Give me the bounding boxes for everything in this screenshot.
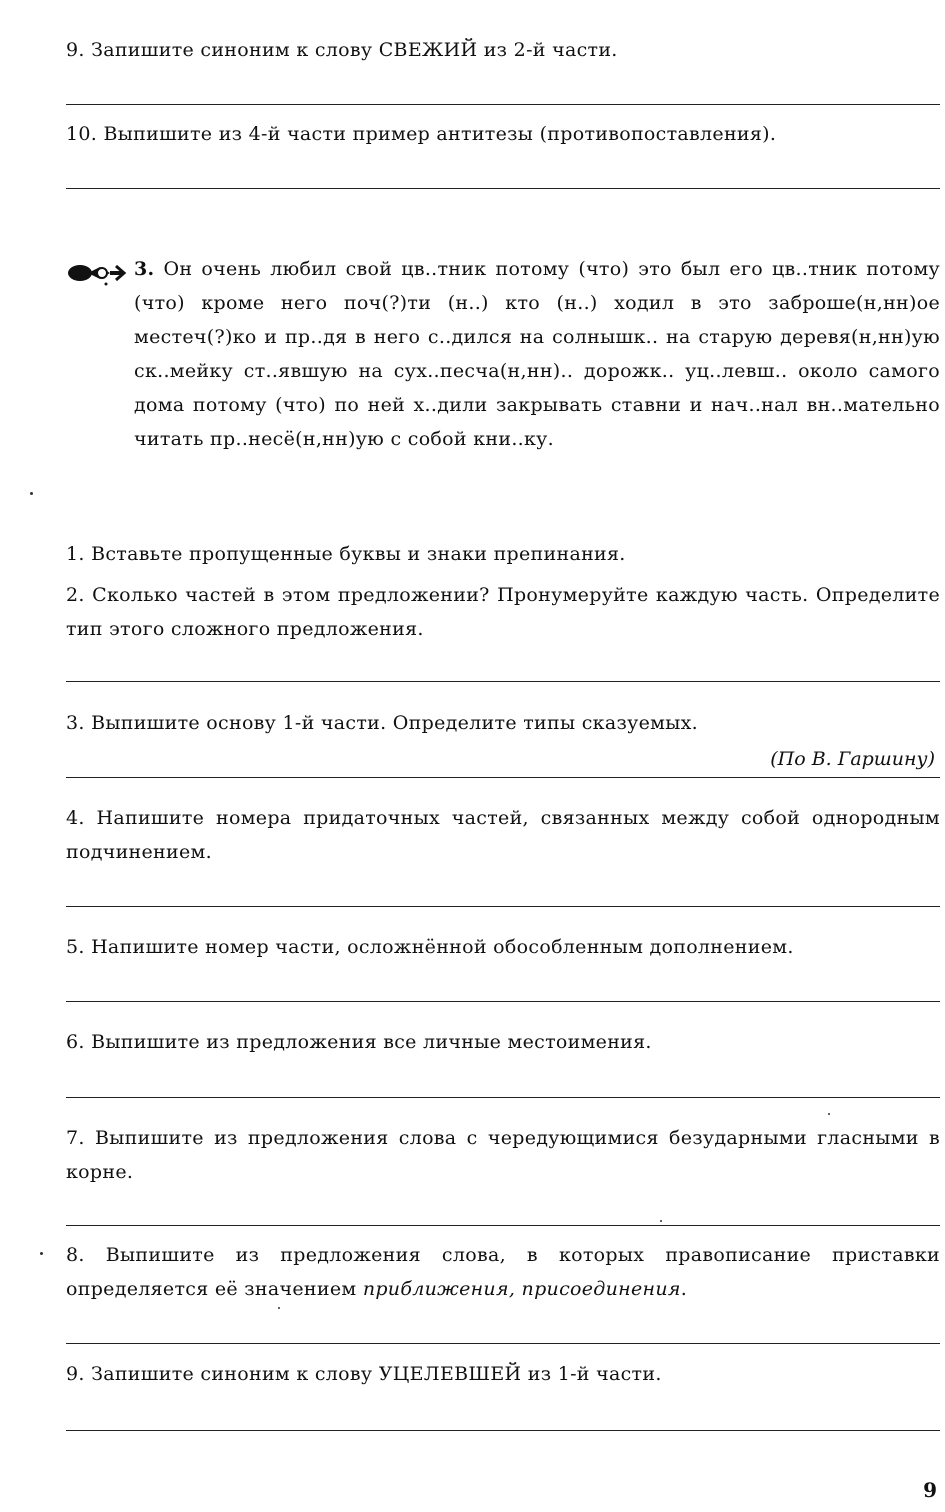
scan-speck xyxy=(660,1220,662,1222)
task-9: 9. Запишите синоним к слову УЦЕЛЕВШЕЙ из 1-й части. xyxy=(66,1363,662,1385)
scan-speck xyxy=(30,492,33,495)
task-5: 5. Напишите номер части, осложнённой обособленным дополнением. xyxy=(66,936,794,958)
answer-line[interactable] xyxy=(66,1097,940,1098)
source-attribution: (По В. Гаршину) xyxy=(770,748,935,770)
answer-line[interactable] xyxy=(66,777,940,778)
exercise-sentence: Он очень любил свой цв..тник потому (что) это был его цв..тник потому (что) кроме него поч(?)ти (н..) кто (н..) ходил в это заброше(н,нн)ое местеч(?)ко и пр..дя в него с..дился на солнышк.. на старую деревя(н,нн)ую ск..мейку ст..явшую на сух..пеcча(н,нн).. дорожк.. уц..левш.. около самого дома потому (что) по ней х..дили закрывать ставни и нач..нал вн..мательно читать пр..несё(н,нн)ую с собой кни..ку. xyxy=(134,258,941,450)
page-number: 9 xyxy=(923,1478,937,1502)
answer-line[interactable] xyxy=(66,188,940,189)
exercise-number: 3. xyxy=(134,258,155,280)
task-1: 1. Вставьте пропущенные буквы и знаки препинания. xyxy=(66,543,626,565)
question-10-top: 10. Выпишите из 4-й части пример антитезы (противопоставления). xyxy=(66,123,777,145)
answer-line[interactable] xyxy=(66,1001,940,1002)
task-8 xyxy=(66,1238,940,1306)
answer-line[interactable] xyxy=(66,1430,940,1431)
exercise-text xyxy=(134,252,940,456)
answer-line[interactable] xyxy=(66,104,940,105)
task-3: 3. Выпишите основу 1-й части. Определите типы сказуемых. xyxy=(66,712,698,734)
question-9-top: 9. Запишите синоним к слову СВЕЖИЙ из 2-й части. xyxy=(66,39,618,61)
task-2: 2. Сколько частей в этом предложении? Пронумеруйте каждую часть. Определите тип этого сложного предложения. xyxy=(66,584,940,640)
scan-speck xyxy=(828,1113,830,1115)
pen-icon xyxy=(66,258,128,288)
answer-line[interactable] xyxy=(66,906,940,907)
scan-speck xyxy=(278,1307,280,1309)
answer-line[interactable] xyxy=(66,681,940,682)
answer-line[interactable] xyxy=(66,1343,940,1344)
task-8-italic: приближения, присоединения xyxy=(362,1278,681,1300)
scan-speck xyxy=(40,1252,43,1255)
task-8-end: . xyxy=(680,1278,688,1300)
task-8-text: 8. Выпишите из предложения слова, в которых правописание приставки определяется её значением xyxy=(66,1244,940,1300)
task-4: 4. Напишите номера придаточных частей, связанных между собой однородным подчинением. xyxy=(66,807,940,863)
answer-line[interactable] xyxy=(66,1225,940,1226)
task-7: 7. Выпишите из предложения слова с чередующимися безударными гласными в корне. xyxy=(66,1127,940,1183)
task-6: 6. Выпишите из предложения все личные местоимения. xyxy=(66,1031,652,1053)
